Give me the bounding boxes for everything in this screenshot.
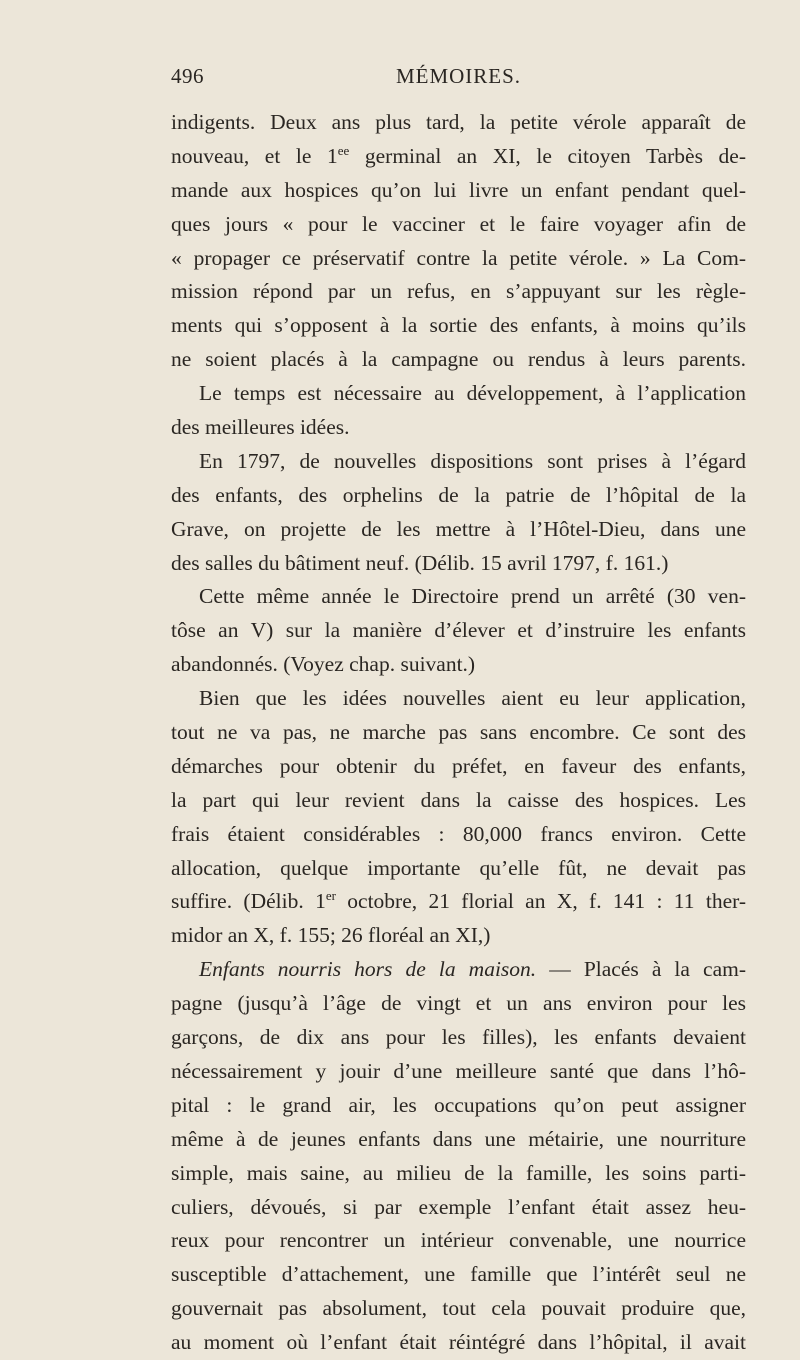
line-text: ques jours « pour le vacciner et le faire voyager afin de [171,211,746,236]
line-text: — Placés à la cam- [536,957,746,982]
line-text: reux pour rencontrer un intérieur convenable, une nourrice [171,1228,746,1253]
line-text: Bien que les idées nouvelles aient eu leur application, [199,686,746,711]
text-line [171,852,746,886]
line-text: la part qui leur revient dans la caisse des hospices. Les [171,787,746,812]
superscript: er [325,888,336,904]
line-text: ne soient placés à la campagne ou rendus à leurs parents. [171,347,746,372]
line-text: des salles du bâtiment neuf. (Délib. 15 avril 1797, f. 161.) [171,550,669,575]
line-text: des enfants, des orphelins de la patrie de l’hôpital de la [171,482,746,507]
text-line [171,784,746,818]
text-line [171,1224,746,1258]
line-text: indigents. Deux ans plus tard, la petite vérole apparaît de [171,110,746,134]
text-line [171,885,746,919]
line-text: des meilleures idées. [171,415,350,440]
text-line [171,140,746,174]
text-line [171,987,746,1021]
line-text: Le temps est nécessaire au développement, à l’application [199,381,746,406]
text-line [171,1021,746,1055]
line-text: allocation, quelque importante qu’elle fût, ne devait pas [171,855,746,880]
text-line [171,242,746,276]
text-line [171,174,746,208]
text-line [171,275,746,309]
section-heading: Enfants nourris hors de la maison. [199,957,537,982]
text-line [171,343,746,377]
text-line [171,1055,746,1089]
line-text: octobre, 21 florial an X, f. 141 : 11 ther- [335,889,746,914]
line-text: En 1797, de nouvelles dispositions sont prises à l’égard [199,448,746,473]
text-line [171,648,746,682]
line-text: au moment où l’enfant était réintégré dans l’hôpital, il avait [171,1330,746,1355]
line-text: abandonnés. (Voyez chap. suivant.) [171,652,476,677]
line-text: « propager ce préservatif contre la petite vérole. » La Com- [171,245,746,270]
line-text: pagne (jusqu’à l’âge de vingt et un ans environ pour les [171,991,746,1016]
page-number: 496 [171,64,204,88]
text-line [171,1191,746,1225]
running-title: MÉMOIRES. [395,64,522,88]
text-line [171,513,746,547]
body-text [171,106,746,1360]
text-line [171,1326,746,1360]
line-text: garçons, de dix ans pour les filles), les enfants devaient [171,1025,746,1050]
line-text: Grave, on projette de les mettre à l’Hôtel-Dieu, dans une [171,516,746,541]
line-text: frais étaient considérables : 80,000 francs environ. Cette [171,821,746,846]
text-line [171,614,746,648]
text-line [171,1123,746,1157]
line-text: même à de jeunes enfants dans une métairie, une nourriture [171,1126,746,1151]
text-line [171,106,746,140]
text-line [171,716,746,750]
text-line [171,208,746,242]
text-line [171,1157,746,1191]
line-text: mission répond par un refus, en s’appuyant sur les règle- [171,279,746,304]
line-text: démarches pour obtenir du préfet, en faveur des enfants, [171,753,746,778]
text-line [171,377,746,411]
text-line [171,1292,746,1326]
line-text: germinal an XI, le citoyen Tarbès de- [349,143,746,168]
line-text: pital : le grand air, les occupations qu’on peut assigner [171,1092,746,1117]
text-line [171,919,746,953]
line-text: nouveau, et le 1 [171,143,338,168]
text-line [171,1258,746,1292]
line-text: simple, mais saine, au milieu de la famille, les soins parti- [171,1160,746,1185]
line-text: Cette même année le Directoire prend un arrêté (30 ven- [199,584,746,609]
text-line [171,445,746,479]
line-text: gouvernait pas absolument, tout cela pouvait produire que, [171,1296,746,1321]
text-line [171,309,746,343]
line-text: tôse an V) sur la manière d’élever et d’instruire les enfants [171,618,746,643]
line-text: susceptible d’attachement, une famille que l’intérêt seul ne [171,1262,746,1287]
text-line [171,750,746,784]
running-head [171,64,746,90]
text-line [171,411,746,445]
line-text: nécessairement y jouir d’une meilleure santé que dans l’hô- [171,1058,746,1083]
line-text: midor an X, f. 155; 26 floréal an XI,) [171,923,491,948]
text-line [171,1089,746,1123]
text-line [171,682,746,716]
text-line [171,547,746,581]
line-text: suffire. (Délib. 1 [171,889,326,914]
text-line [171,953,746,987]
line-text: culiers, dévoués, si par exemple l’enfant était assez heu- [171,1194,746,1219]
superscript: ee [337,142,350,158]
text-line [171,580,746,614]
line-text: mande aux hospices qu’on lui livre un enfant pendant quel- [171,177,746,202]
text-line [171,818,746,852]
line-text: tout ne va pas, ne marche pas sans encombre. Ce sont des [171,720,746,745]
line-text: ments qui s’opposent à la sortie des enfants, à moins qu’ils [171,313,746,338]
text-line [171,479,746,513]
